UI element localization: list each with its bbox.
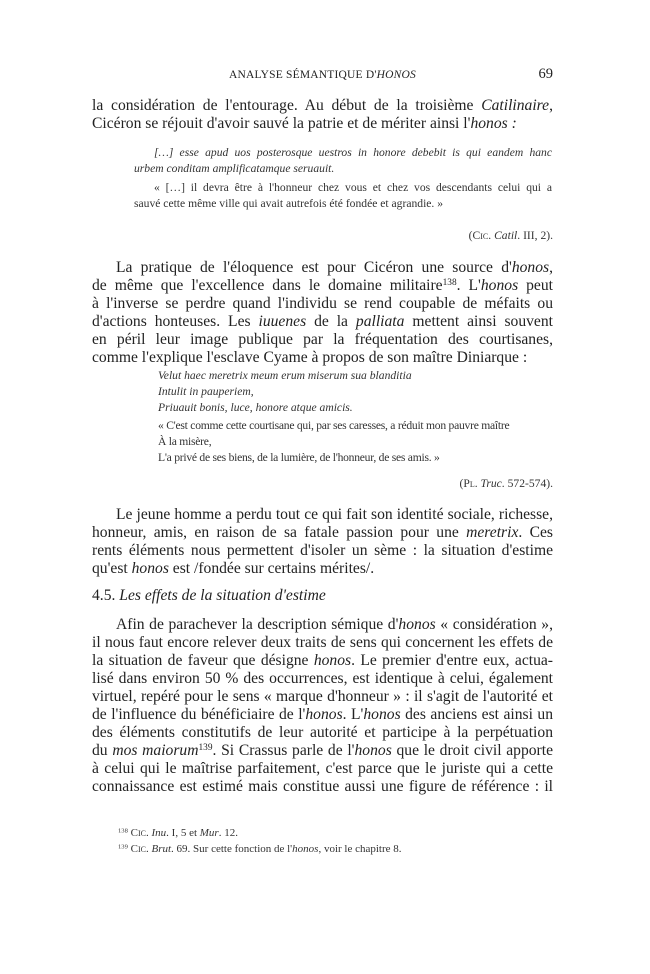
text-run: . L' bbox=[456, 277, 481, 294]
footnote-reference: 138 bbox=[118, 827, 128, 835]
paragraph-2 bbox=[92, 259, 553, 367]
text-line bbox=[158, 400, 552, 416]
paragraph-1 bbox=[92, 97, 553, 133]
text-run: . bbox=[145, 843, 152, 855]
text-run: . Si Crassus parle de l' bbox=[212, 742, 355, 759]
italic-run: iuuenes bbox=[258, 313, 307, 330]
text-run: comme l'explique l'esclave Cyame à propos de son maître Diniarque : bbox=[92, 349, 528, 366]
italic-run: honos bbox=[354, 742, 392, 759]
text-run: « […] il devra être à l'honneur chez vous et chez vos descendants celui qui a bbox=[154, 181, 552, 194]
italic-run: meretrix bbox=[466, 524, 519, 541]
text-line bbox=[134, 161, 552, 177]
italic-run: honos bbox=[480, 277, 519, 294]
text-line bbox=[92, 295, 553, 313]
small-caps-run: Cic bbox=[130, 843, 146, 855]
italic-run: urbem conditam amplificatamque seruauit. bbox=[134, 162, 335, 175]
text-line bbox=[158, 418, 552, 434]
text-run: en péril leur image publique par la fréquentation des courtisanes, bbox=[92, 331, 553, 348]
italic-run: Velut haec meretrix meum erum miserum sua blanditia bbox=[158, 369, 412, 382]
text-line bbox=[92, 349, 553, 367]
text-line bbox=[92, 652, 553, 670]
text-line bbox=[92, 277, 553, 295]
italic-run: […] esse apud uos posterosque uestros in honore debebit is qui eandem hanc bbox=[154, 146, 552, 159]
text-run: honneur, amis, en raison de sa fatale passion pour une bbox=[92, 524, 467, 541]
footnote-reference: 138 bbox=[442, 277, 457, 288]
italic-run: honos bbox=[398, 616, 436, 633]
italic-run: honos bbox=[305, 706, 343, 723]
italic-run: Truc bbox=[480, 477, 502, 490]
text-run: , bbox=[549, 259, 553, 276]
paragraph-4 bbox=[92, 616, 553, 796]
italic-run: honos bbox=[292, 843, 319, 855]
text-line bbox=[92, 542, 553, 560]
text-run: rents éléments nous permettent d'isoler un sème : la situation d'estime bbox=[92, 542, 553, 559]
text-line bbox=[92, 115, 553, 133]
italic-run: honos bbox=[363, 706, 401, 723]
text-line bbox=[92, 313, 553, 331]
text-run: . L' bbox=[342, 706, 364, 723]
text-line bbox=[92, 259, 553, 277]
text-run: Afin de parachever la description sémique d' bbox=[116, 616, 399, 633]
text-run: , voir le chapitre 8. bbox=[318, 843, 402, 855]
text-run: de la bbox=[306, 313, 356, 330]
text-line bbox=[92, 560, 553, 578]
footnote-reference: 139 bbox=[198, 742, 213, 753]
text-run: des éléments constitutifs de leur autorité et participe à la perpétuation bbox=[92, 724, 553, 741]
text-line bbox=[92, 331, 553, 349]
text-line bbox=[134, 196, 552, 212]
quote-2-latin bbox=[158, 368, 552, 416]
text-run: À la misère, bbox=[158, 435, 212, 448]
text-run: de l'influence du bénéficiaire de l' bbox=[92, 706, 306, 723]
text-run: . bbox=[488, 229, 495, 242]
italic-run: mos maiorum bbox=[112, 742, 199, 759]
italic-run: honos : bbox=[470, 115, 517, 132]
italic-run: Mur bbox=[199, 827, 219, 839]
text-run: qu'est bbox=[92, 560, 132, 577]
running-title-text: ANALYSE SÉMANTIQUE D' bbox=[229, 69, 377, 81]
text-run: ( bbox=[468, 229, 473, 242]
text-run: d'actions honteuses. Les bbox=[92, 313, 259, 330]
text-run: à l'inverse se perdre quand l'individu se rend coupable de méfaits ou bbox=[92, 295, 553, 312]
text-run: . III, 2). bbox=[517, 229, 553, 242]
text-run: virtuel, repéré pour le sens « marque d'honneur » : il s'agit de l'autorité et bbox=[92, 688, 553, 705]
italic-run: Les effets de la situation d'estime bbox=[119, 587, 326, 604]
italic-run: honos bbox=[511, 259, 550, 276]
text-line bbox=[92, 706, 553, 724]
text-run: La pratique de l'éloquence est pour Cicéron une source d' bbox=[116, 259, 512, 276]
text-run: . I, 5 et bbox=[166, 827, 200, 839]
text-line bbox=[92, 670, 553, 688]
text-run: . 69. Sur cette fonction de l' bbox=[171, 843, 293, 855]
running-title bbox=[92, 69, 553, 81]
small-caps-run: Cic bbox=[472, 229, 489, 242]
text-run: . bbox=[474, 477, 481, 490]
text-run: . 572-574). bbox=[501, 477, 553, 490]
text-run: de même que l'excellence dans le domaine militaire bbox=[92, 277, 443, 294]
running-title-italic: HONOS bbox=[376, 69, 416, 81]
italic-run: Priuauit bonis, luce, honore atque amicis. bbox=[158, 401, 353, 414]
text-run: des anciens est ainsi un bbox=[400, 706, 553, 723]
text-run: à celui qui le maîtrise parfaitement, c'est parce que le juriste qui a cette bbox=[92, 760, 553, 777]
text-line bbox=[92, 688, 553, 706]
text-run: « considération », bbox=[435, 616, 553, 633]
paragraph-3 bbox=[92, 506, 553, 578]
italic-run: honos bbox=[313, 652, 352, 669]
text-line bbox=[158, 368, 552, 384]
section-heading bbox=[92, 587, 553, 605]
text-line bbox=[92, 742, 553, 760]
text-run: la situation de faveur que désigne bbox=[92, 652, 314, 669]
text-line bbox=[118, 841, 558, 857]
text-run: connaissance est estimé mais constitue aussi une figure de référence : il bbox=[92, 778, 553, 795]
text-line bbox=[118, 825, 558, 841]
text-run: L'a privé de ses biens, de la lumière, de l'honneur, de ses amis. » bbox=[158, 451, 440, 464]
text-line bbox=[92, 587, 553, 605]
citation-2 bbox=[92, 476, 553, 492]
text-run: . 12. bbox=[218, 827, 238, 839]
page-number: 69 bbox=[538, 66, 553, 82]
text-line bbox=[92, 616, 553, 634]
text-run: « C'est comme cette courtisane qui, par ses caresses, a réduit mon pauvre maître bbox=[158, 419, 510, 432]
text-line bbox=[158, 384, 552, 400]
italic-run: Intulit in pauperiem, bbox=[158, 385, 254, 398]
text-run: du bbox=[92, 742, 113, 759]
italic-run: Brut bbox=[151, 843, 172, 855]
text-run: la considération de l'entourage. Au début de la troisième bbox=[92, 97, 482, 114]
text-run: , bbox=[549, 97, 553, 114]
citation-1 bbox=[92, 228, 553, 244]
text-line bbox=[134, 145, 552, 161]
text-line bbox=[92, 506, 553, 524]
quote-1-latin bbox=[134, 145, 552, 177]
text-run: ( bbox=[459, 477, 464, 490]
italic-run: honos bbox=[131, 560, 169, 577]
text-run: 4.5. bbox=[92, 587, 120, 604]
text-run: sauvé cette même ville qui avait autrefois été fondée et agrandie. » bbox=[134, 197, 444, 210]
text-run: est /fondée sur certains mérites/. bbox=[168, 560, 375, 577]
text-run: . Le premier d'entre eux, actua- bbox=[351, 652, 553, 669]
running-header bbox=[92, 66, 553, 84]
text-line bbox=[134, 180, 552, 196]
footnotes bbox=[118, 825, 558, 857]
italic-run: palliata bbox=[355, 313, 405, 330]
text-line bbox=[92, 634, 553, 652]
text-line bbox=[92, 760, 553, 778]
text-line bbox=[92, 524, 553, 542]
italic-run: Inu bbox=[151, 827, 167, 839]
text-line bbox=[92, 724, 553, 742]
text-run: . Ces bbox=[518, 524, 553, 541]
text-run: . bbox=[145, 827, 152, 839]
text-line bbox=[158, 450, 552, 466]
text-line bbox=[92, 778, 553, 796]
text-line bbox=[92, 228, 553, 244]
small-caps-run: Pl bbox=[463, 477, 475, 490]
text-run: peut bbox=[518, 277, 553, 294]
text-line bbox=[92, 97, 553, 115]
italic-run: Catil bbox=[494, 229, 518, 242]
text-run: lisé dans environ 50 % des occurrences, est identique à celui, également bbox=[92, 670, 553, 687]
text-run: que le droit civil apporte bbox=[391, 742, 553, 759]
text-line bbox=[158, 434, 552, 450]
text-run: il nous faut encore relever deux traits de sens qui concernent les effets de bbox=[92, 634, 553, 651]
italic-run: Catilinaire bbox=[481, 97, 550, 114]
text-run: mettent ainsi souvent bbox=[404, 313, 553, 330]
small-caps-run: Cic bbox=[130, 827, 146, 839]
footnote-reference: 139 bbox=[118, 843, 128, 851]
quote-1-translation bbox=[134, 180, 552, 212]
text-run: Cicéron se réjouit d'avoir sauvé la patrie et de mériter ainsi l' bbox=[92, 115, 471, 132]
quote-2-translation bbox=[158, 418, 552, 466]
text-line bbox=[92, 476, 553, 492]
text-run: Le jeune homme a perdu tout ce qui fait son identité sociale, richesse, bbox=[116, 506, 553, 523]
